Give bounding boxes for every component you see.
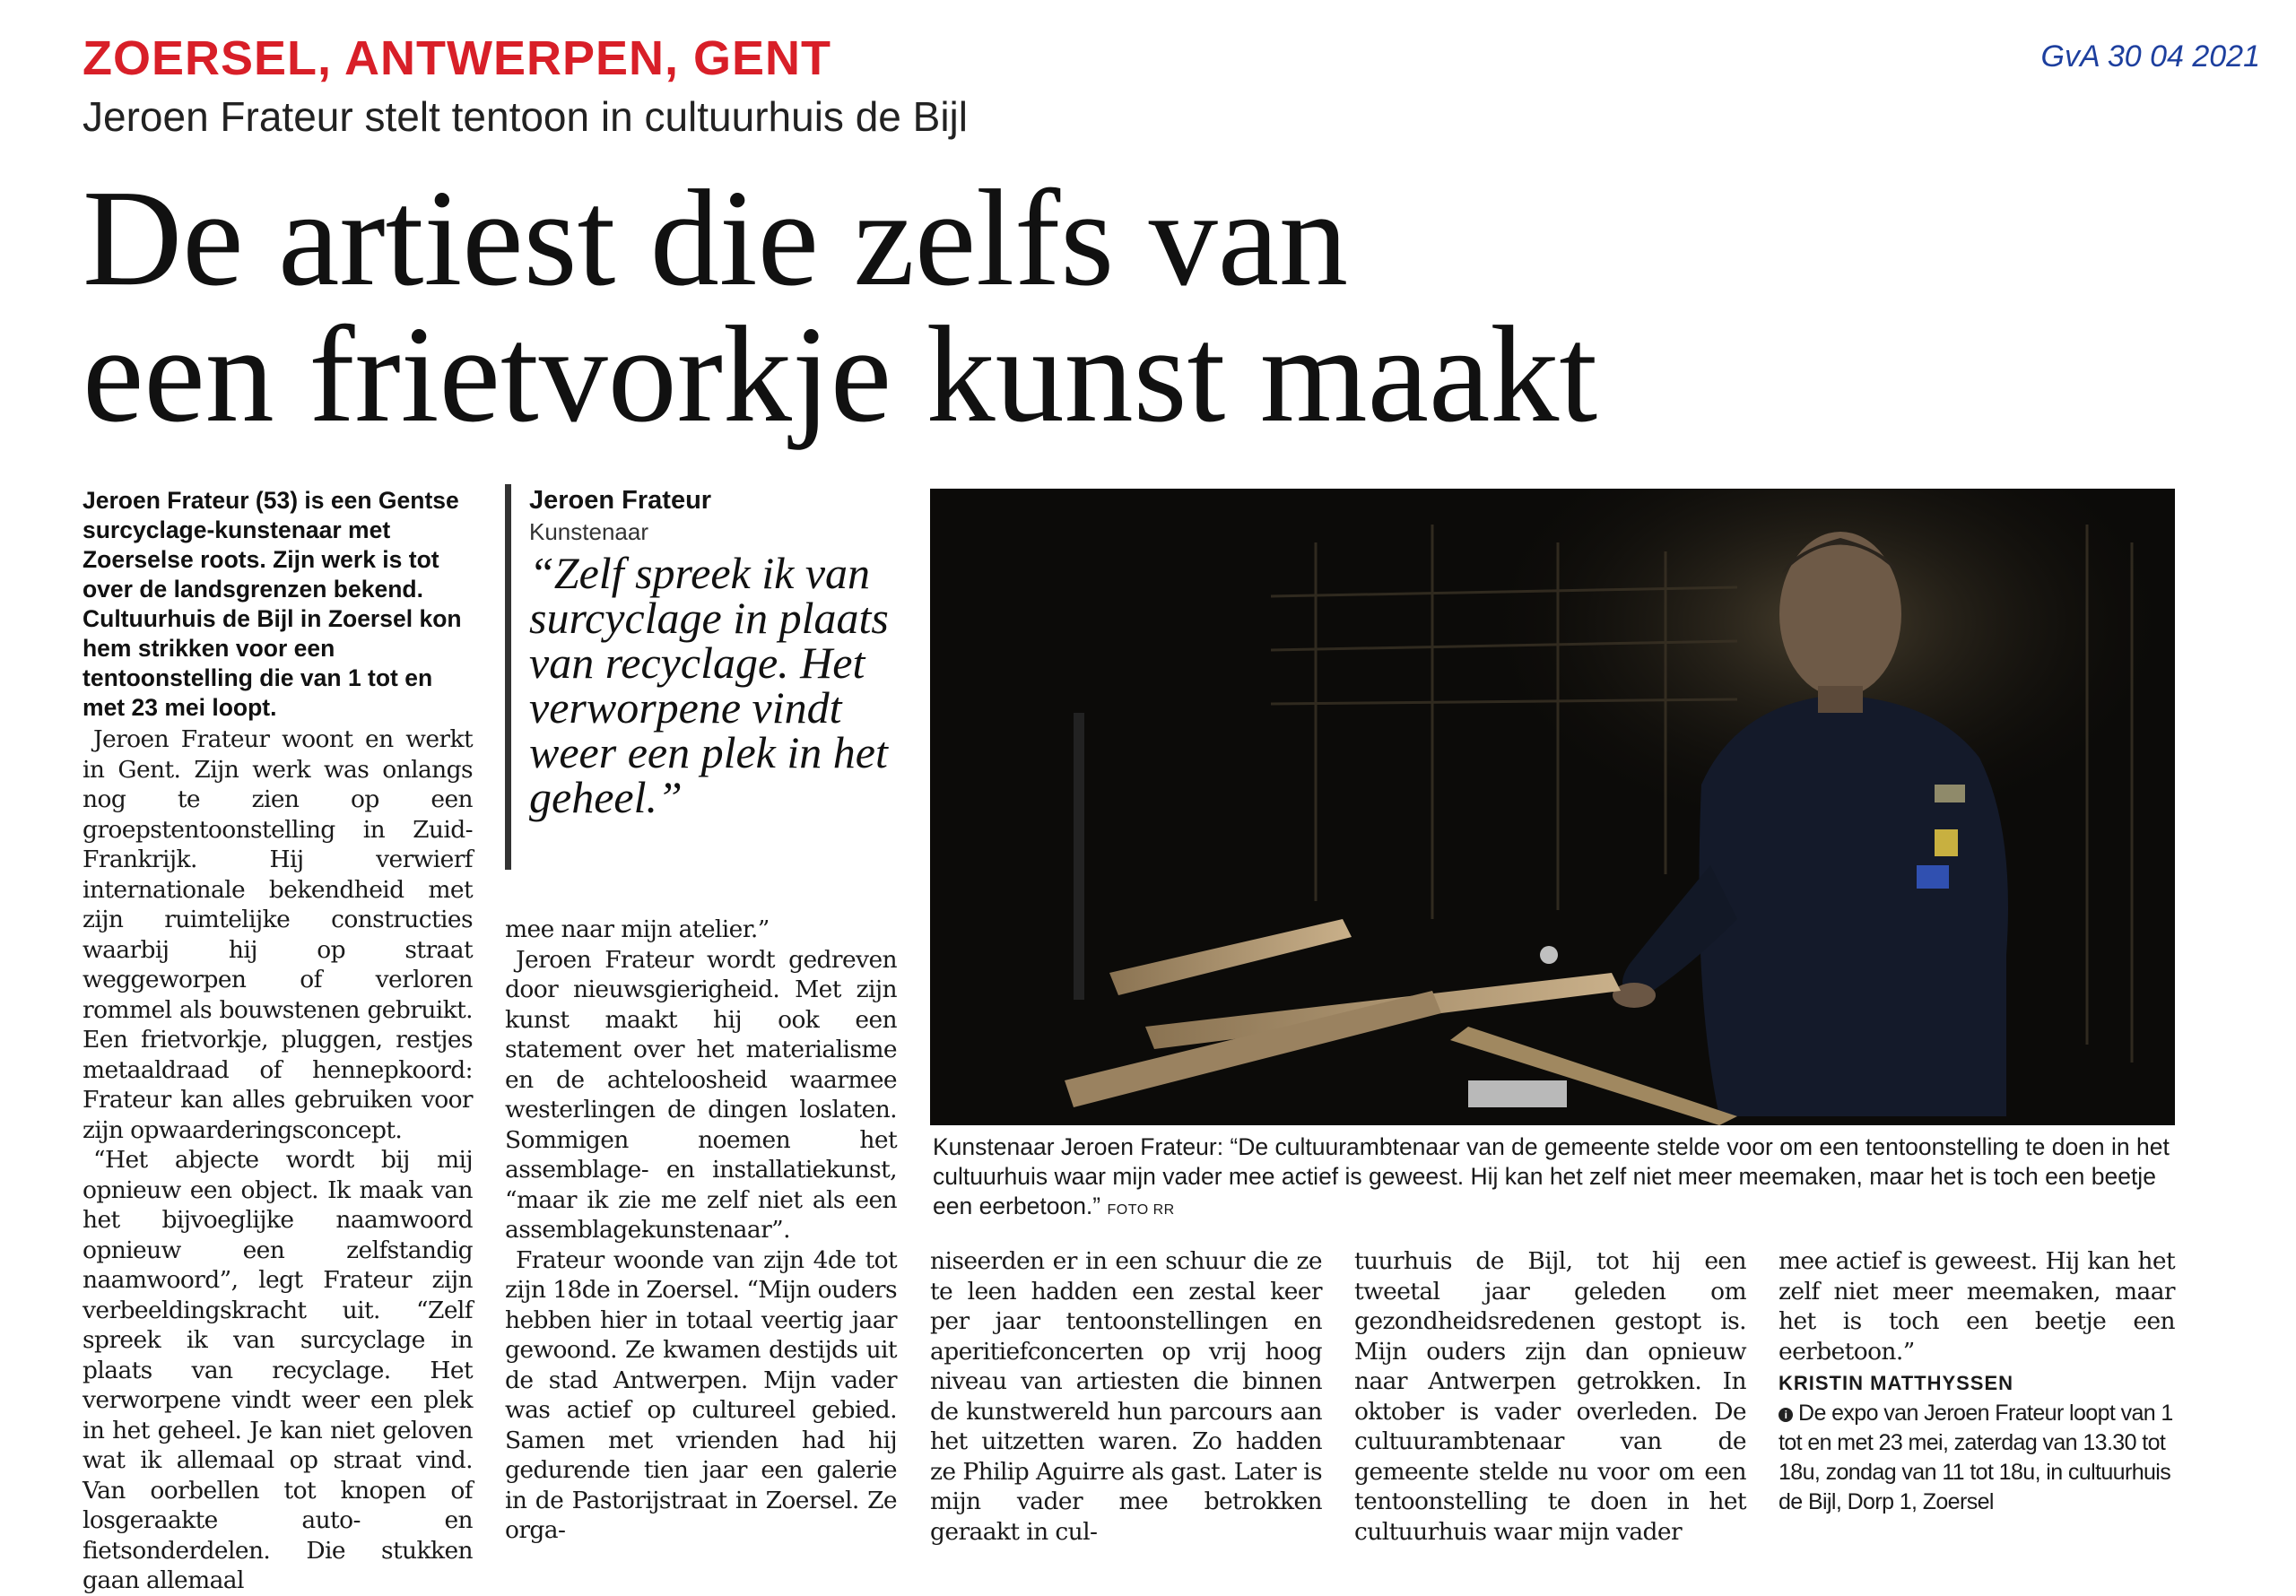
- body-paragraph: niseerden er in een schuur die ze te leen hadden een zestal keer per jaar tentoonstellingen en aperitiefconcerten op vrij hoog niveau van artiesten die binnen de kunstwereld hun parcours aan het uitzetten waren. Zo hadden ze Philip Aguirre als gast. Later is mijn vader mee betrokken geraakt in cul-: [930, 1247, 1322, 1546]
- expo-info: [1779, 1399, 2175, 1517]
- caption-text: Kunstenaar Jeroen Frateur: “De cultuurambtenaar van de gemeente stelde voor om een tentoonstelling te doen in het cultuurhuis waar mijn vader mee actief is geweest. Hij kan het zelf niet meer meemaken, maar het is toch een beetje een eerbetoon.”: [933, 1133, 2170, 1219]
- source-date: GvA 30 04 2021: [2040, 39, 2260, 74]
- photo-credit: FOTO RR: [1107, 1202, 1175, 1218]
- body-paragraph: Jeroen Frateur woont en werkt in Gent. Zijn werk was onlangs nog te zien op een groepstentoonstelling in Zuid-Frankrijk. Hij verwierf internationale bekendheid met zijn ruimtelijke constructies waarbij hij op straat weggeworpen of verloren rommel als bouwstenen gebruikt. Een frietvorkje, pluggen, restjes metaaldraad of hennepkoord: Frateur kan alles gebruiken voor zijn opwaarderingsconcept.: [83, 725, 473, 1144]
- headline-line-1: De artiest die zelfs van: [83, 162, 1349, 315]
- body-paragraph: “Het abjecte wordt bij mij opnieuw een object. Ik maak van het bijvoeglijke naamwoord opnieuw een zelfstandig naamwoord”, legt Frateur zijn verbeeldingskracht uit. “Zelf spreek ik van surcyclage in plaats van recyclage. Het verworpene vindt weer een plek in het geheel. Je kan niet geloven wat ik allemaal op straat vind. Van oorbellen tot knopen of losgeraakte auto- en fietsonderdelen. Die stukken gaan allemaal: [83, 1146, 473, 1594]
- photo-illustration: [930, 489, 2175, 1125]
- byline: KRISTIN MATTHYSSEN: [1779, 1372, 2014, 1394]
- headline-line-2: een frietvorkje kunst maakt: [83, 299, 1598, 451]
- artist-photo: [930, 489, 2175, 1125]
- headline: [83, 162, 1876, 451]
- body-column-5: [1779, 1246, 2175, 1517]
- body-paragraph: Jeroen Frateur wordt gedreven door nieuwsgierigheid. Met zijn kunst maakt hij ook een statement over het materialisme en de achteloosheid waarmee westerlingen de dingen loslaten. Sommigen noemen het assemblage- en installatiekunst, “maar ik zie me zelf niet als een assemblagekunstenaar”.: [505, 945, 897, 1244]
- quote-text: “Zelf spreek ik van surcyclage in plaats van recyclage. Het verworpene vindt weer een plek in het geheel.”: [529, 548, 889, 822]
- pull-quote: [505, 484, 915, 870]
- body-column-3: [930, 1246, 1322, 1547]
- subtitle: Jeroen Frateur stelt tentoon in cultuurhuis de Bijl: [83, 93, 968, 140]
- kicker: ZOERSEL, ANTWERPEN, GENT: [83, 31, 832, 85]
- quote-role: Kunstenaar: [529, 518, 648, 545]
- body-column-1: [83, 724, 473, 1596]
- body-column-4: [1354, 1246, 1746, 1547]
- quote-name: Jeroen Frateur: [529, 486, 712, 515]
- body-paragraph: tuurhuis de Bijl, tot hij een tweetal jaar geleden om gezondheidsredenen gestopt is. Mijn ouders zijn dan opnieuw naar Antwerpen getrokken. In oktober is vader overleden. De cultuurambtenaar van de gemeente stelde nu voor om een tentoonstelling te doen in het cultuurhuis waar mijn vader: [1354, 1247, 1746, 1546]
- intro-lead: Jeroen Frateur (53) is een Gentse surcyclage-kunstenaar met Zoerselse roots. Zijn werk is tot over de landsgrenzen bekend. Cultuurhuis de Bijl in Zoersel kon hem strikken voor een tentoonstelling die van 1 tot en met 23 mei loopt.: [83, 487, 462, 721]
- body-column-2: [505, 915, 897, 1546]
- expo-info-text: De expo van Jeroen Frateur loopt van 1 tot en met 23 mei, zaterdag van 13.30 tot 18u, zondag van 11 tot 18u, in cultuurhuis de Bijl, Dorp 1, Zoersel: [1779, 1400, 2173, 1514]
- photo-caption: [933, 1132, 2175, 1225]
- body-paragraph: Frateur woonde van zijn 4de tot zijn 18de in Zoersel. “Mijn ouders hebben hier in totaal veertig jaar gewoond. Ze kwamen destijds uit de stad Antwerpen. Mijn vader was actief op cultureel gebied. Samen met vrienden had hij gedurende tien jaar een galerie in de Pastorijstraat in Zoersel. Ze orga-: [505, 1245, 897, 1544]
- body-paragraph: mee naar mijn atelier.”: [505, 915, 770, 943]
- body-paragraph: mee actief is geweest. Hij kan het zelf niet meer meemaken, maar het is toch een beetje een eerbetoon.”: [1779, 1247, 2175, 1366]
- info-icon: i: [1779, 1408, 1793, 1422]
